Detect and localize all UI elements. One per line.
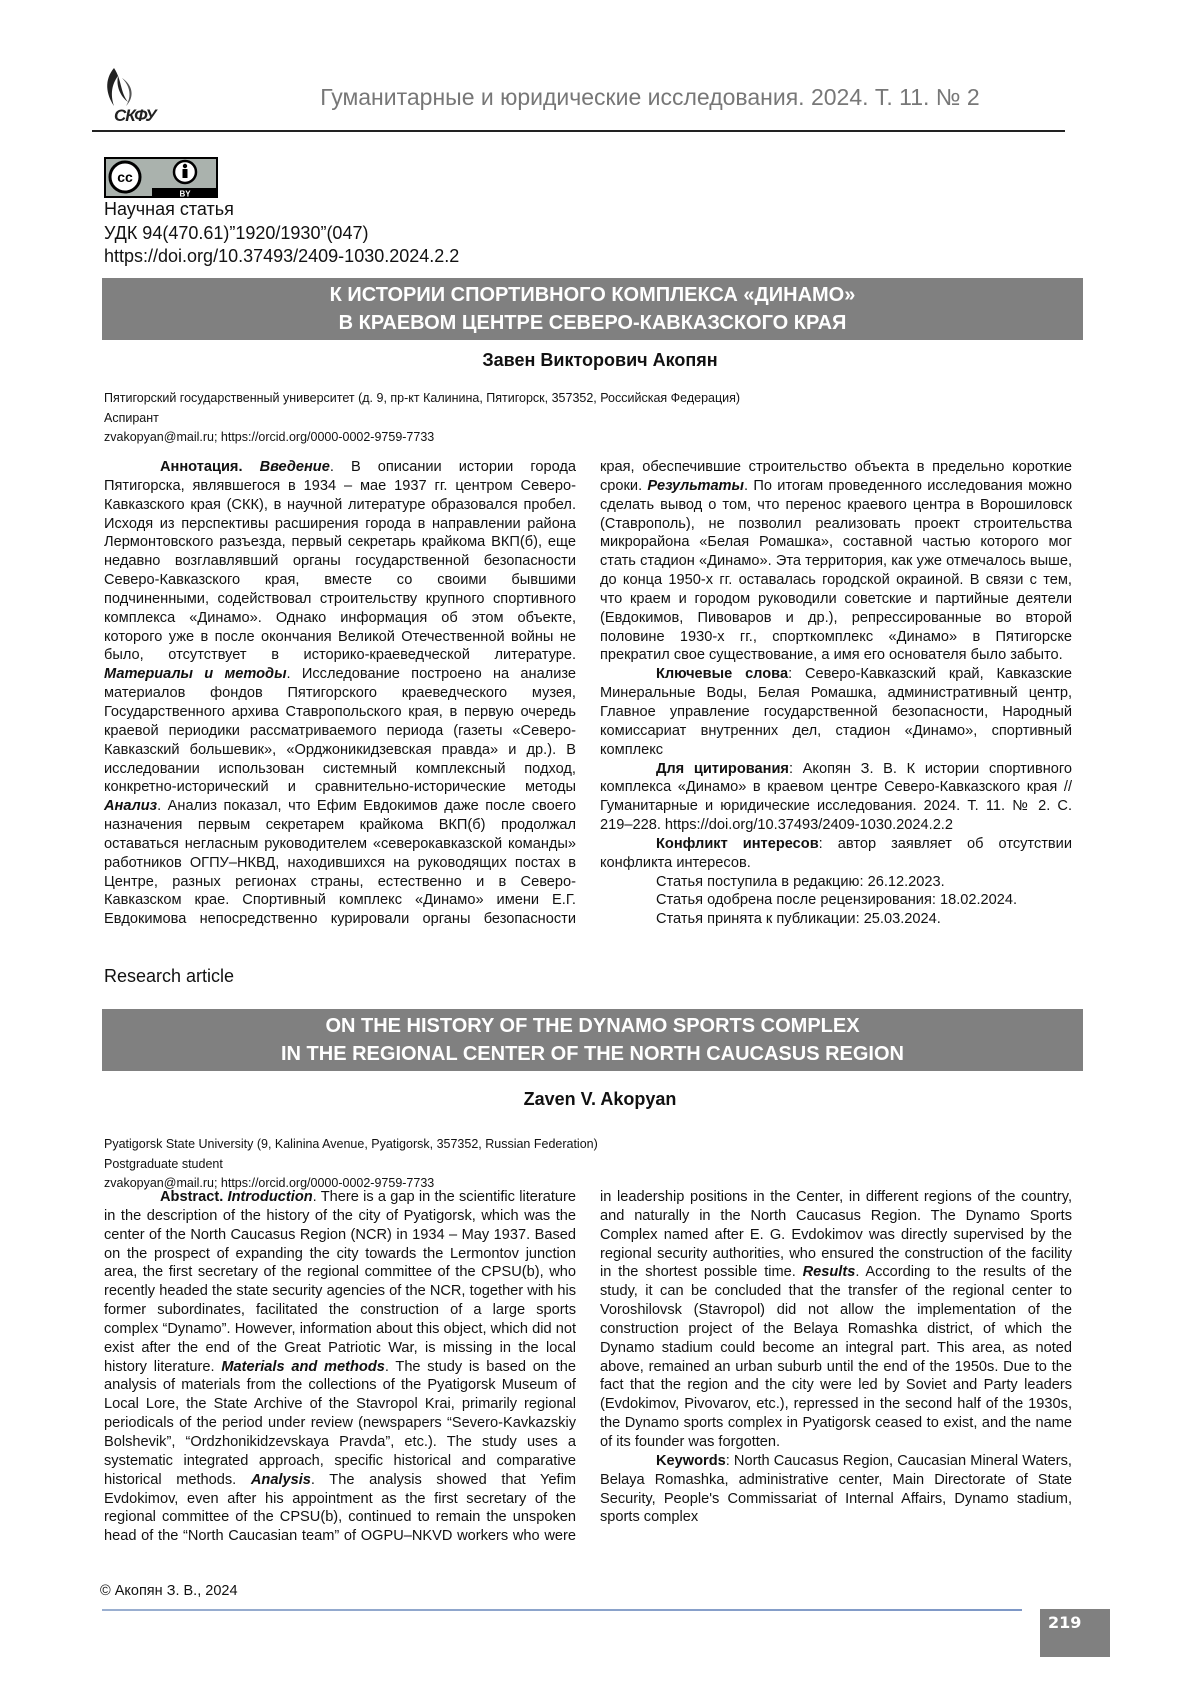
ru-conflict <box>600 835 1072 873</box>
section-label: Introduction <box>227 1189 313 1205</box>
copyright: © Акопян З. В., 2024 <box>100 1583 238 1599</box>
date-approved: Статья одобрена после рецензирования: 18.02.2024. <box>656 892 1018 909</box>
abstract-text: . There is a gap in the scientific literature in the description of the history of the city of Pyatigorsk, which was the center of the North Caucasus Region (NCR) in 1934 – May 1937. Based on the prospect of expanding the city towards the Lermontov junction area, the first secretary of the regional committee of the CPSU(b), who recently headed the state security agencies of the NCR, together with his former subordinates, facilitated the construction of a large sports complex “Dynamo”. However, information about this object, which did not exist after the end of the Great Patriotic War, is missing in the local history literature. <box>104 1189 576 1375</box>
section-label: Результаты <box>647 477 744 494</box>
abstract-text: . Анализ показал, что Ефим Евдокимов даже после своего назначения первым секретарем крайкома ВКП(б) продолжал оставаться негласным руководителем «северокавказской команды» работников ОГПУ–НКВД, находившихся на руководящих постах в Центре, разных регионах страны, естественно и в Северо-Кавказском крае. Спортивный комплекс «Динамо» имени Е.Г. Евдокимова непосредственно курировали органы безопасности края, обеспечившие строительство объекта в предельно короткие сроки. <box>104 459 1072 928</box>
university-logo <box>100 66 180 130</box>
ru-title-banner <box>102 278 1083 340</box>
citation-label: Для цитирования <box>656 760 789 777</box>
en-title-line-1: ON THE HISTORY OF THE DYNAMO SPORTS COMPLEX <box>325 1015 860 1037</box>
ru-abstract-columns <box>104 458 1072 936</box>
en-affiliation-block <box>104 1135 598 1194</box>
section-label: Введение <box>259 459 330 475</box>
cc-by-license-badge[interactable] <box>104 157 218 198</box>
ru-author-name: Завен Викторович Акопян <box>482 350 718 370</box>
article-type: Научная статья <box>104 199 234 219</box>
en-keywords <box>600 1452 1072 1527</box>
cc-label: cc <box>117 169 133 185</box>
by-label: BY <box>179 189 191 198</box>
section-label: Results <box>802 1264 856 1281</box>
conflict-text: : автор заявляет об отсутствии конфликта интересов. <box>600 835 1072 871</box>
ru-affiliation: Пятигорский государственный университет (д. 9, пр-кт Калинина, Пятигорск, 357352, Российская Федерация) <box>104 391 741 405</box>
abstract-label: Аннотация. <box>160 459 243 475</box>
date-accepted: Статья принята к публикации: 25.03.2024. <box>656 911 941 928</box>
ru-citation <box>600 760 1072 835</box>
ru-keywords <box>600 665 1072 759</box>
header-divider <box>92 130 1065 132</box>
en-contacts[interactable]: zvakopyan@mail.ru; https://orcid.org/0000-0002-9759-7733 <box>104 1176 435 1190</box>
keywords-label: Keywords <box>656 1452 726 1469</box>
ru-title-line-2: В КРАЕВОМ ЦЕНТРЕ СЕВЕРО-КАВКАЗСКОГО КРАЯ <box>338 312 847 334</box>
en-article-type: Research article <box>104 966 235 986</box>
keywords-label: Ключевые слова <box>656 666 789 683</box>
article-meta <box>104 198 459 269</box>
ru-position: Аспирант <box>104 410 159 425</box>
doi-link[interactable]: https://doi.org/10.37493/2409-1030.2024.2.2 <box>104 246 460 266</box>
section-label: Анализ <box>104 798 158 815</box>
abstract-text: . В описании истории города Пятигорска, являвшегося в 1934 – мае 1937 гг. центром Северо-Кавказского края (СКК), в научной литературе образовался пробел. Исходя из перспективы расширения города в направлении района Лермонтовского разъезда, первый секретарь крайкома ВКП(б), еще недавно возглавлявший органы государственной безопасности Северо-Кавказского края, вместе со своими бывшими подчиненными, содействовал строительству крупного спортивного комплекса «Динамо». Однако информация об этом объекте, которого уже в после окончания Великой Отечественной войны не было, отсутствует в историко-краеведческой литературе. <box>104 459 576 664</box>
keywords-text: : Северо-Кавказский край, Кавказские Минеральные Воды, Белая Ромашка, административный центр, Главное управление государственной безопасности, Народный комиссариат внутренних дел, стадион «Динамо», спортивный комплекс <box>600 666 1072 758</box>
date-received: Статья поступила в редакцию: 26.12.2023. <box>656 873 945 890</box>
abstract-label: Abstract. <box>160 1189 224 1205</box>
logo-text: СКФУ <box>114 106 156 125</box>
en-affiliation: Pyatigorsk State University (9, Kalinina Avenue, Pyatigorsk, 357352, Russian Federation) <box>104 1137 598 1151</box>
en-author-name: Zaven V. Akopyan <box>523 1089 677 1109</box>
abstract-text: . The study is based on the analysis of materials from the collections of the Pyatigorsk Museum of Local Lore, the State Archive of the Stavropol Krai, primarily regional periodicals of the period under review (newspapers “Severo-Kavkazskiy Bolshevik”, “Ordzhonikidzevskaya Pravda”, etc.). The study uses a systematic integrated approach, specific historical and comparative historical methods. <box>104 1358 576 1488</box>
abstract-text: . Исследование построено на анализе материалов фондов Пятигорского краеведческого музея, Государственного архива Ставропольского края, в первую очередь краевой периодики рассматриваемого периода (газеты «Северо-Кавказский большевик», «Орджоникидзевская правда» и др.). В исследовании использован системный комплексный подход, конкретно-исторический и сравнительно-исторические методы <box>104 666 576 796</box>
udc-code: УДК 94(470.61)”1920/1930”(047) <box>104 222 369 243</box>
abstract-text: . According to the results of the study, it can be concluded that the transfer of the regional center to Voroshilovsk (Stavropol) did not allow the implementation of the construction project of the Belaya Romashka district, of which the Dynamo stadium could become an integral part. This area, as noted above, remained an urban suburb until the end of the 1950s. Due to the fact that the region and the city were led by Soviet and Party leaders (Evdokimov, Pivovarov, etc.), repressed in the second half of the 1930s, the Dynamo sports complex in Pyatigorsk ceased to exist, and the name of its founder was forgotten. <box>600 1264 1072 1450</box>
conflict-label: Конфликт интересов <box>656 835 819 852</box>
section-label: Материалы и методы <box>104 666 287 683</box>
en-title-banner <box>102 1009 1083 1071</box>
en-abstract-columns <box>104 1188 1072 1548</box>
en-position: Postgraduate student <box>104 1156 223 1171</box>
ru-affiliation-block <box>104 389 740 448</box>
ru-title-line-1: К ИСТОРИИ СПОРТИВНОГО КОМПЛЕКСА «ДИНАМО» <box>329 284 856 306</box>
citation-text: : Акопян З. В. К истории спортивного комплекса «Динамо» в краевом центре Северо-Кавказского края // Гуманитарные и юридические исследования. 2024. Т. 11. № 2. С. 219–228. https://doi.org/10.37493/2409-1030.2024.2.2 <box>600 760 1072 834</box>
ru-contacts[interactable]: zvakopyan@mail.ru; https://orcid.org/0000-0002-9759-7733 <box>104 430 435 444</box>
section-label: Materials and methods <box>221 1358 385 1375</box>
journal-header: Гуманитарные и юридические исследования. 2024. Т. 11. № 2 <box>320 84 980 110</box>
en-title-line-2: IN THE REGIONAL CENTER OF THE NORTH CAUCASUS REGION <box>281 1043 904 1065</box>
section-label: Analysis <box>250 1471 311 1488</box>
abstract-text: . По итогам проведенного исследования можно сделать вывод о том, что перенос краевого центра в Ворошиловск (Ставрополь), не позволил реализовать проект строительства микрорайона «Белая Ромашка», составной частью которого мог стать стадион «Динамо». Эта территория, как уже отмечалось выше, до конца 1950-х гг. оставалась городской окраиной. В связи с тем, что краем и городом руководили советские и партийные деятели (Евдокимов, Пивоваров и др.), репрессированные во второй половине 1930-х гг., спорткомплекс «Динамо» в Пятигорске прекратил свое существование, а имя его основателя было забыто. <box>600 477 1072 664</box>
abstract-text: . The analysis showed that Yefim Evdokimov, even after his appointment as the first secretary of the regional committee of the CPSU(b), continued to remain the unspoken head of the “North Caucasian team” of OGPU–NKVD workers who were in leadership positions in the Center, in different regions of the country, and naturally in the North Caucasus Region. The Dynamo Sports Complex named after E. G. Evdokimov was directly supervised by the regional security authorities, who ensured the construction of the facility in the shortest possible time. <box>104 1189 1072 1545</box>
footer-divider <box>102 1609 1022 1611</box>
page-number: 219 <box>1040 1609 1110 1657</box>
keywords-text: : North Caucasus Region, Caucasian Mineral Waters, Belaya Romashka, administrative center, Main Directorate of State Security, People's Commissariat of Internal Affairs, Dynamo stadium, sports complex <box>600 1452 1072 1526</box>
